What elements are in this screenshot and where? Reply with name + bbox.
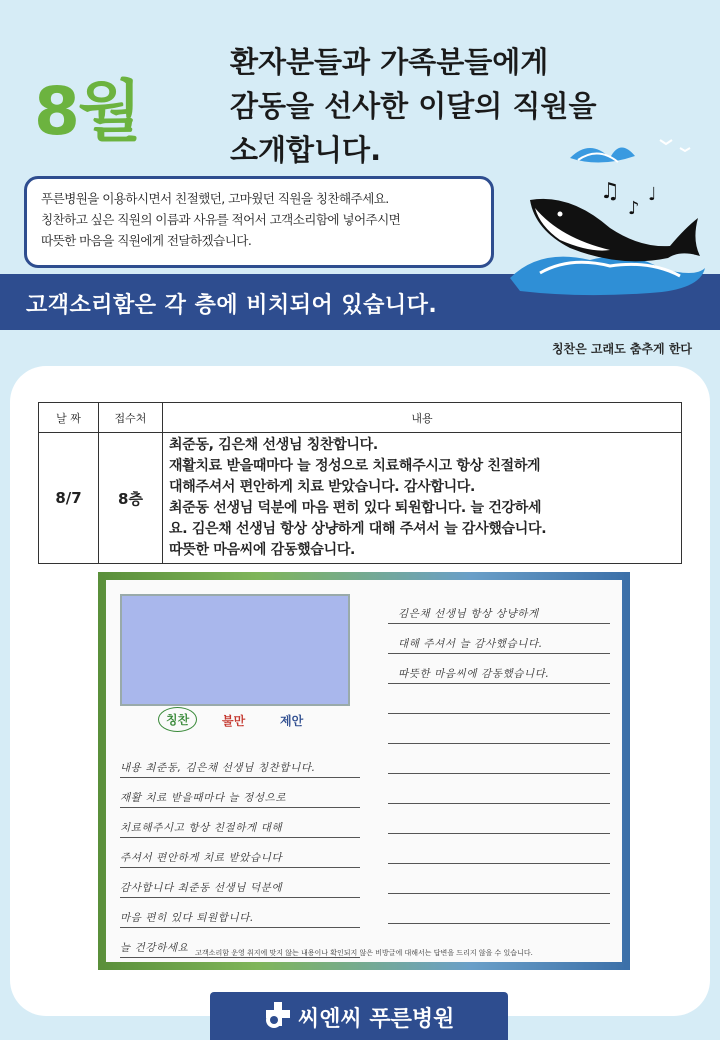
handwritten-line: 마음 편히 있다 퇴원합니다. [120,898,360,928]
svg-text:♩: ♩ [648,184,657,205]
content-line: 대해주셔서 편안하게 치료 받았습니다. 감사합니다. [169,479,476,495]
blank-line [388,774,610,804]
blank-line [388,804,610,834]
praise-table [38,402,682,564]
logo-text: 씨엔씨 푸른병원 [298,1007,455,1032]
cell-content [163,433,682,564]
content-line: 요. 김은채 선생님 항상 상냥하게 대해 주셔서 늘 감사했습니다. [169,521,547,537]
headline-line: 감동을 선사한 이달의 직원을 [230,89,597,123]
intro-line: 따뜻한 마음을 직원에게 전달하겠습니다. [41,233,252,248]
hospital-cross-icon [262,1000,292,1030]
form-footer-note: 고객소리함 운영 취지에 맞지 않는 내용이나 확인되지 않은 비방글에 대해서는 답변을 드리지 않을 수 있습니다. [195,949,533,957]
redacted-photo [120,594,350,706]
handwritten-line: 치료해주시고 항상 친절하게 대해 [120,808,360,838]
handwritten-line: 늘 건강하세요 [120,928,360,958]
blank-line [388,684,610,714]
hospital-logo [210,992,508,1040]
handwritten-line: 따뜻한 마음씨에 감동했습니다. [388,654,610,684]
header-content: 내용 [163,403,682,433]
intro-box [24,176,494,268]
choice-suggestion: 제안 [280,714,304,728]
whale-illustration [500,128,710,298]
handwritten-line: 내용 최준동, 김은채 선생님 칭찬합니다. [120,748,360,778]
svg-text:♪: ♪ [628,198,640,219]
handwritten-line: 대해 주셔서 늘 감사했습니다. [388,624,610,654]
choice-complaint: 불만 [222,714,246,728]
table-row [39,433,682,564]
cell-date: 8/7 [39,433,99,564]
choice-praise: 칭찬 [158,707,197,732]
blank-line [388,744,610,774]
month-title: 8월 [34,73,140,150]
cell-place: 8층 [99,433,163,564]
headline-line: 소개합니다. [230,133,382,167]
blank-line [388,834,610,864]
svg-text:♫: ♫ [600,179,620,204]
content-line: 최준동 선생님 덕분에 마음 편히 있다 퇴원합니다. 늘 건강하세 [169,500,542,516]
feedback-form-scan [98,572,630,970]
header-place: 접수처 [99,403,163,433]
blank-line [388,714,610,744]
right-handwriting [388,594,610,924]
content-line: 재활치료 받을때마다 늘 정성으로 치료해주시고 항상 친절하게 [169,458,541,474]
intro-line: 칭찬하고 싶은 직원의 이름과 사유를 적어서 고객소리함에 넣어주시면 [41,212,401,227]
content-line: 따뜻한 마음씨에 감동했습니다. [169,542,356,558]
headline-line: 환자분들과 가족분들에게 [230,45,549,79]
handwritten-line: 감사합니다 최준동 선생님 덕분에 [120,868,360,898]
caption: 칭찬은 고래도 춤추게 한다 [551,342,692,356]
form-paper [106,580,622,962]
blank-line [388,894,610,924]
blank-line [388,864,610,894]
handwritten-line: 김은채 선생님 항상 상냥하게 [388,594,610,624]
intro-line: 푸른병원을 이용하시면서 친절했던, 고마웠던 직원을 칭찬해주세요. [41,191,389,206]
banner-text: 고객소리함은 각 층에 비치되어 있습니다. [26,293,438,318]
handwritten-line: 주셔서 편안하게 치료 받았습니다 [120,838,360,868]
content-line: 최준동, 김은채 선생님 칭찬합니다. [169,437,378,453]
header-date: 날 짜 [39,403,99,433]
handwritten-line: 재활 치료 받을때마다 늘 정성으로 [120,778,360,808]
left-handwriting [120,748,360,958]
